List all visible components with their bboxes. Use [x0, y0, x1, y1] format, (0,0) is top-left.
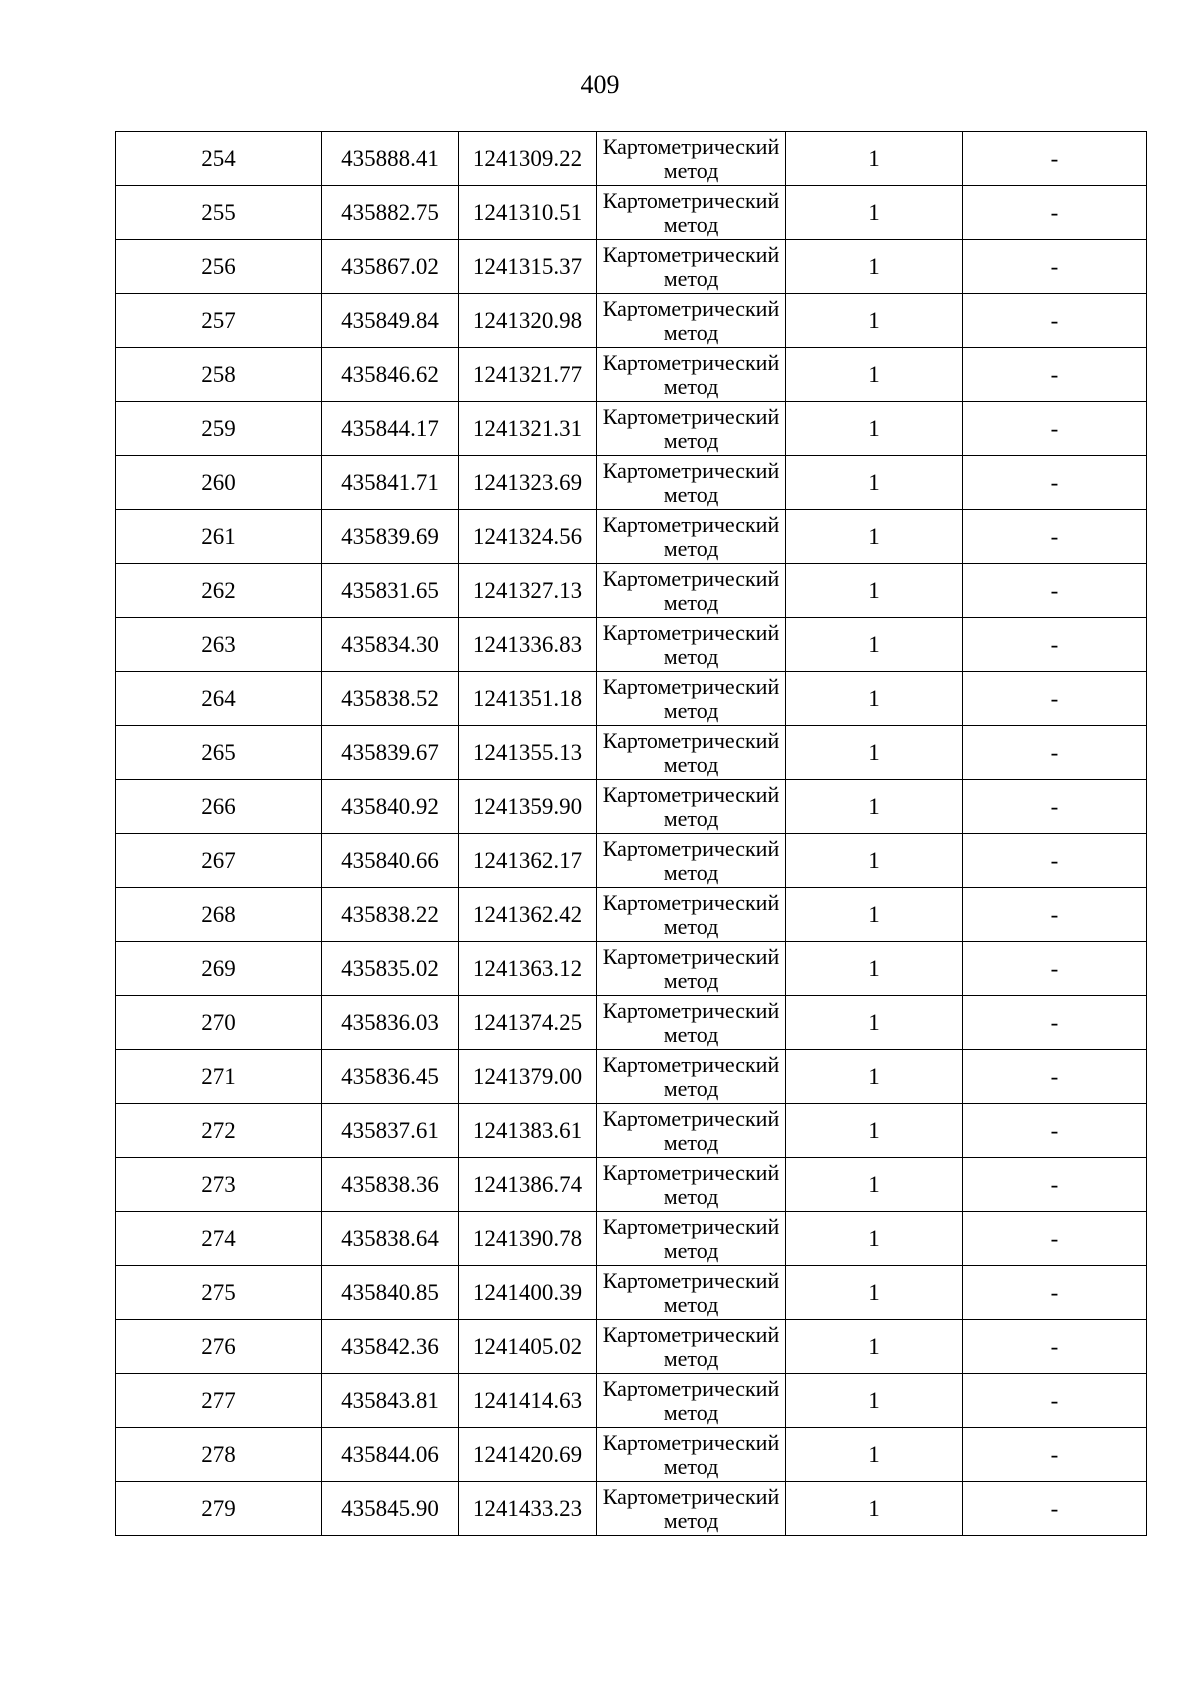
point-number-cell: 257 — [116, 294, 322, 348]
point-number-cell: 255 — [116, 186, 322, 240]
table-row — [116, 834, 1147, 888]
y-coordinate-cell: 1241321.77 — [459, 348, 597, 402]
y-coordinate-cell: 1241323.69 — [459, 456, 597, 510]
method-cell: Картометрический метод — [597, 1050, 786, 1104]
point-number-cell: 262 — [116, 564, 322, 618]
point-number-cell: 256 — [116, 240, 322, 294]
point-number-cell: 278 — [116, 1428, 322, 1482]
note-cell: - — [963, 1374, 1147, 1428]
method-cell: Картометрический метод — [597, 996, 786, 1050]
y-coordinate-cell: 1241362.17 — [459, 834, 597, 888]
accuracy-cell: 1 — [786, 780, 963, 834]
method-cell: Картометрический метод — [597, 294, 786, 348]
method-cell: Картометрический метод — [597, 402, 786, 456]
table-row — [116, 1374, 1147, 1428]
y-coordinate-cell: 1241414.63 — [459, 1374, 597, 1428]
accuracy-cell: 1 — [786, 1320, 963, 1374]
note-cell: - — [963, 1266, 1147, 1320]
method-cell: Картометрический метод — [597, 186, 786, 240]
x-coordinate-cell: 435842.36 — [322, 1320, 459, 1374]
y-coordinate-cell: 1241405.02 — [459, 1320, 597, 1374]
accuracy-cell: 1 — [786, 402, 963, 456]
y-coordinate-cell: 1241386.74 — [459, 1158, 597, 1212]
note-cell: - — [963, 402, 1147, 456]
accuracy-cell: 1 — [786, 186, 963, 240]
method-cell: Картометрический метод — [597, 1158, 786, 1212]
y-coordinate-cell: 1241362.42 — [459, 888, 597, 942]
method-cell: Картометрический метод — [597, 942, 786, 996]
x-coordinate-cell: 435834.30 — [322, 618, 459, 672]
point-number-cell: 266 — [116, 780, 322, 834]
accuracy-cell: 1 — [786, 1050, 963, 1104]
y-coordinate-cell: 1241315.37 — [459, 240, 597, 294]
table-row — [116, 1050, 1147, 1104]
note-cell: - — [963, 456, 1147, 510]
x-coordinate-cell: 435831.65 — [322, 564, 459, 618]
table-row — [116, 1320, 1147, 1374]
y-coordinate-cell: 1241321.31 — [459, 402, 597, 456]
y-coordinate-cell: 1241320.98 — [459, 294, 597, 348]
x-coordinate-cell: 435888.41 — [322, 132, 459, 186]
y-coordinate-cell: 1241400.39 — [459, 1266, 597, 1320]
y-coordinate-cell: 1241359.90 — [459, 780, 597, 834]
x-coordinate-cell: 435836.45 — [322, 1050, 459, 1104]
table-row — [116, 780, 1147, 834]
note-cell: - — [963, 510, 1147, 564]
point-number-cell: 267 — [116, 834, 322, 888]
accuracy-cell: 1 — [786, 618, 963, 672]
method-cell: Картометрический метод — [597, 510, 786, 564]
note-cell: - — [963, 1320, 1147, 1374]
accuracy-cell: 1 — [786, 1266, 963, 1320]
table-row — [116, 672, 1147, 726]
method-cell: Картометрический метод — [597, 1482, 786, 1536]
accuracy-cell: 1 — [786, 240, 963, 294]
y-coordinate-cell: 1241363.12 — [459, 942, 597, 996]
point-number-cell: 269 — [116, 942, 322, 996]
point-number-cell: 258 — [116, 348, 322, 402]
x-coordinate-cell: 435845.90 — [322, 1482, 459, 1536]
note-cell: - — [963, 834, 1147, 888]
note-cell: - — [963, 942, 1147, 996]
method-cell: Картометрический метод — [597, 672, 786, 726]
point-number-cell: 277 — [116, 1374, 322, 1428]
method-cell: Картометрический метод — [597, 1212, 786, 1266]
accuracy-cell: 1 — [786, 564, 963, 618]
accuracy-cell: 1 — [786, 1482, 963, 1536]
accuracy-cell: 1 — [786, 672, 963, 726]
accuracy-cell: 1 — [786, 1428, 963, 1482]
accuracy-cell: 1 — [786, 510, 963, 564]
accuracy-cell: 1 — [786, 726, 963, 780]
note-cell: - — [963, 780, 1147, 834]
note-cell: - — [963, 564, 1147, 618]
point-number-cell: 271 — [116, 1050, 322, 1104]
table-row — [116, 510, 1147, 564]
table-row — [116, 942, 1147, 996]
table-row — [116, 564, 1147, 618]
x-coordinate-cell: 435838.22 — [322, 888, 459, 942]
method-cell: Картометрический метод — [597, 618, 786, 672]
y-coordinate-cell: 1241433.23 — [459, 1482, 597, 1536]
note-cell: - — [963, 132, 1147, 186]
y-coordinate-cell: 1241324.56 — [459, 510, 597, 564]
table-row — [116, 996, 1147, 1050]
accuracy-cell: 1 — [786, 1104, 963, 1158]
page-number: 409 — [580, 70, 620, 99]
method-cell: Картометрический метод — [597, 726, 786, 780]
point-number-cell: 265 — [116, 726, 322, 780]
y-coordinate-cell: 1241420.69 — [459, 1428, 597, 1482]
accuracy-cell: 1 — [786, 888, 963, 942]
y-coordinate-cell: 1241379.00 — [459, 1050, 597, 1104]
method-cell: Картометрический метод — [597, 1428, 786, 1482]
table-row — [116, 402, 1147, 456]
accuracy-cell: 1 — [786, 294, 963, 348]
method-cell: Картометрический метод — [597, 780, 786, 834]
accuracy-cell: 1 — [786, 1158, 963, 1212]
y-coordinate-cell: 1241374.25 — [459, 996, 597, 1050]
note-cell: - — [963, 672, 1147, 726]
note-cell: - — [963, 1482, 1147, 1536]
y-coordinate-cell: 1241390.78 — [459, 1212, 597, 1266]
table-row — [116, 1158, 1147, 1212]
table-row — [116, 186, 1147, 240]
x-coordinate-cell: 435838.52 — [322, 672, 459, 726]
note-cell: - — [963, 996, 1147, 1050]
table-row — [116, 1212, 1147, 1266]
point-number-cell: 254 — [116, 132, 322, 186]
table-row — [116, 1428, 1147, 1482]
x-coordinate-cell: 435837.61 — [322, 1104, 459, 1158]
point-number-cell: 261 — [116, 510, 322, 564]
accuracy-cell: 1 — [786, 996, 963, 1050]
x-coordinate-cell: 435839.67 — [322, 726, 459, 780]
note-cell: - — [963, 618, 1147, 672]
accuracy-cell: 1 — [786, 132, 963, 186]
table-row — [116, 618, 1147, 672]
accuracy-cell: 1 — [786, 456, 963, 510]
x-coordinate-cell: 435841.71 — [322, 456, 459, 510]
y-coordinate-cell: 1241351.18 — [459, 672, 597, 726]
point-number-cell: 260 — [116, 456, 322, 510]
x-coordinate-cell: 435867.02 — [322, 240, 459, 294]
coordinates-table — [115, 131, 1147, 1536]
x-coordinate-cell: 435849.84 — [322, 294, 459, 348]
point-number-cell: 275 — [116, 1266, 322, 1320]
point-number-cell: 263 — [116, 618, 322, 672]
x-coordinate-cell: 435839.69 — [322, 510, 459, 564]
x-coordinate-cell: 435882.75 — [322, 186, 459, 240]
point-number-cell: 270 — [116, 996, 322, 1050]
x-coordinate-cell: 435840.85 — [322, 1266, 459, 1320]
point-number-cell: 274 — [116, 1212, 322, 1266]
table-row — [116, 1266, 1147, 1320]
note-cell: - — [963, 240, 1147, 294]
note-cell: - — [963, 1212, 1147, 1266]
note-cell: - — [963, 888, 1147, 942]
table-row — [116, 456, 1147, 510]
x-coordinate-cell: 435836.03 — [322, 996, 459, 1050]
x-coordinate-cell: 435844.06 — [322, 1428, 459, 1482]
y-coordinate-cell: 1241309.22 — [459, 132, 597, 186]
note-cell: - — [963, 348, 1147, 402]
note-cell: - — [963, 726, 1147, 780]
method-cell: Картометрический метод — [597, 348, 786, 402]
y-coordinate-cell: 1241383.61 — [459, 1104, 597, 1158]
note-cell: - — [963, 186, 1147, 240]
method-cell: Картометрический метод — [597, 564, 786, 618]
method-cell: Картометрический метод — [597, 834, 786, 888]
point-number-cell: 264 — [116, 672, 322, 726]
method-cell: Картометрический метод — [597, 240, 786, 294]
table-row — [116, 1104, 1147, 1158]
x-coordinate-cell: 435846.62 — [322, 348, 459, 402]
table-body — [116, 132, 1147, 1536]
y-coordinate-cell: 1241355.13 — [459, 726, 597, 780]
x-coordinate-cell: 435835.02 — [322, 942, 459, 996]
accuracy-cell: 1 — [786, 1374, 963, 1428]
accuracy-cell: 1 — [786, 348, 963, 402]
point-number-cell: 279 — [116, 1482, 322, 1536]
table-row — [116, 888, 1147, 942]
point-number-cell: 268 — [116, 888, 322, 942]
accuracy-cell: 1 — [786, 942, 963, 996]
x-coordinate-cell: 435840.66 — [322, 834, 459, 888]
note-cell: - — [963, 1050, 1147, 1104]
table-row — [116, 294, 1147, 348]
point-number-cell: 276 — [116, 1320, 322, 1374]
y-coordinate-cell: 1241310.51 — [459, 186, 597, 240]
method-cell: Картометрический метод — [597, 888, 786, 942]
x-coordinate-cell: 435838.36 — [322, 1158, 459, 1212]
x-coordinate-cell: 435840.92 — [322, 780, 459, 834]
note-cell: - — [963, 1428, 1147, 1482]
point-number-cell: 259 — [116, 402, 322, 456]
accuracy-cell: 1 — [786, 1212, 963, 1266]
table-row — [116, 132, 1147, 186]
table-row — [116, 240, 1147, 294]
x-coordinate-cell: 435838.64 — [322, 1212, 459, 1266]
method-cell: Картометрический метод — [597, 1320, 786, 1374]
point-number-cell: 272 — [116, 1104, 322, 1158]
method-cell: Картометрический метод — [597, 132, 786, 186]
x-coordinate-cell: 435844.17 — [322, 402, 459, 456]
table-row — [116, 1482, 1147, 1536]
accuracy-cell: 1 — [786, 834, 963, 888]
y-coordinate-cell: 1241336.83 — [459, 618, 597, 672]
method-cell: Картометрический метод — [597, 456, 786, 510]
table-row — [116, 348, 1147, 402]
note-cell: - — [963, 1104, 1147, 1158]
method-cell: Картометрический метод — [597, 1266, 786, 1320]
table-row — [116, 726, 1147, 780]
method-cell: Картометрический метод — [597, 1374, 786, 1428]
note-cell: - — [963, 1158, 1147, 1212]
x-coordinate-cell: 435843.81 — [322, 1374, 459, 1428]
y-coordinate-cell: 1241327.13 — [459, 564, 597, 618]
point-number-cell: 273 — [116, 1158, 322, 1212]
note-cell: - — [963, 294, 1147, 348]
method-cell: Картометрический метод — [597, 1104, 786, 1158]
